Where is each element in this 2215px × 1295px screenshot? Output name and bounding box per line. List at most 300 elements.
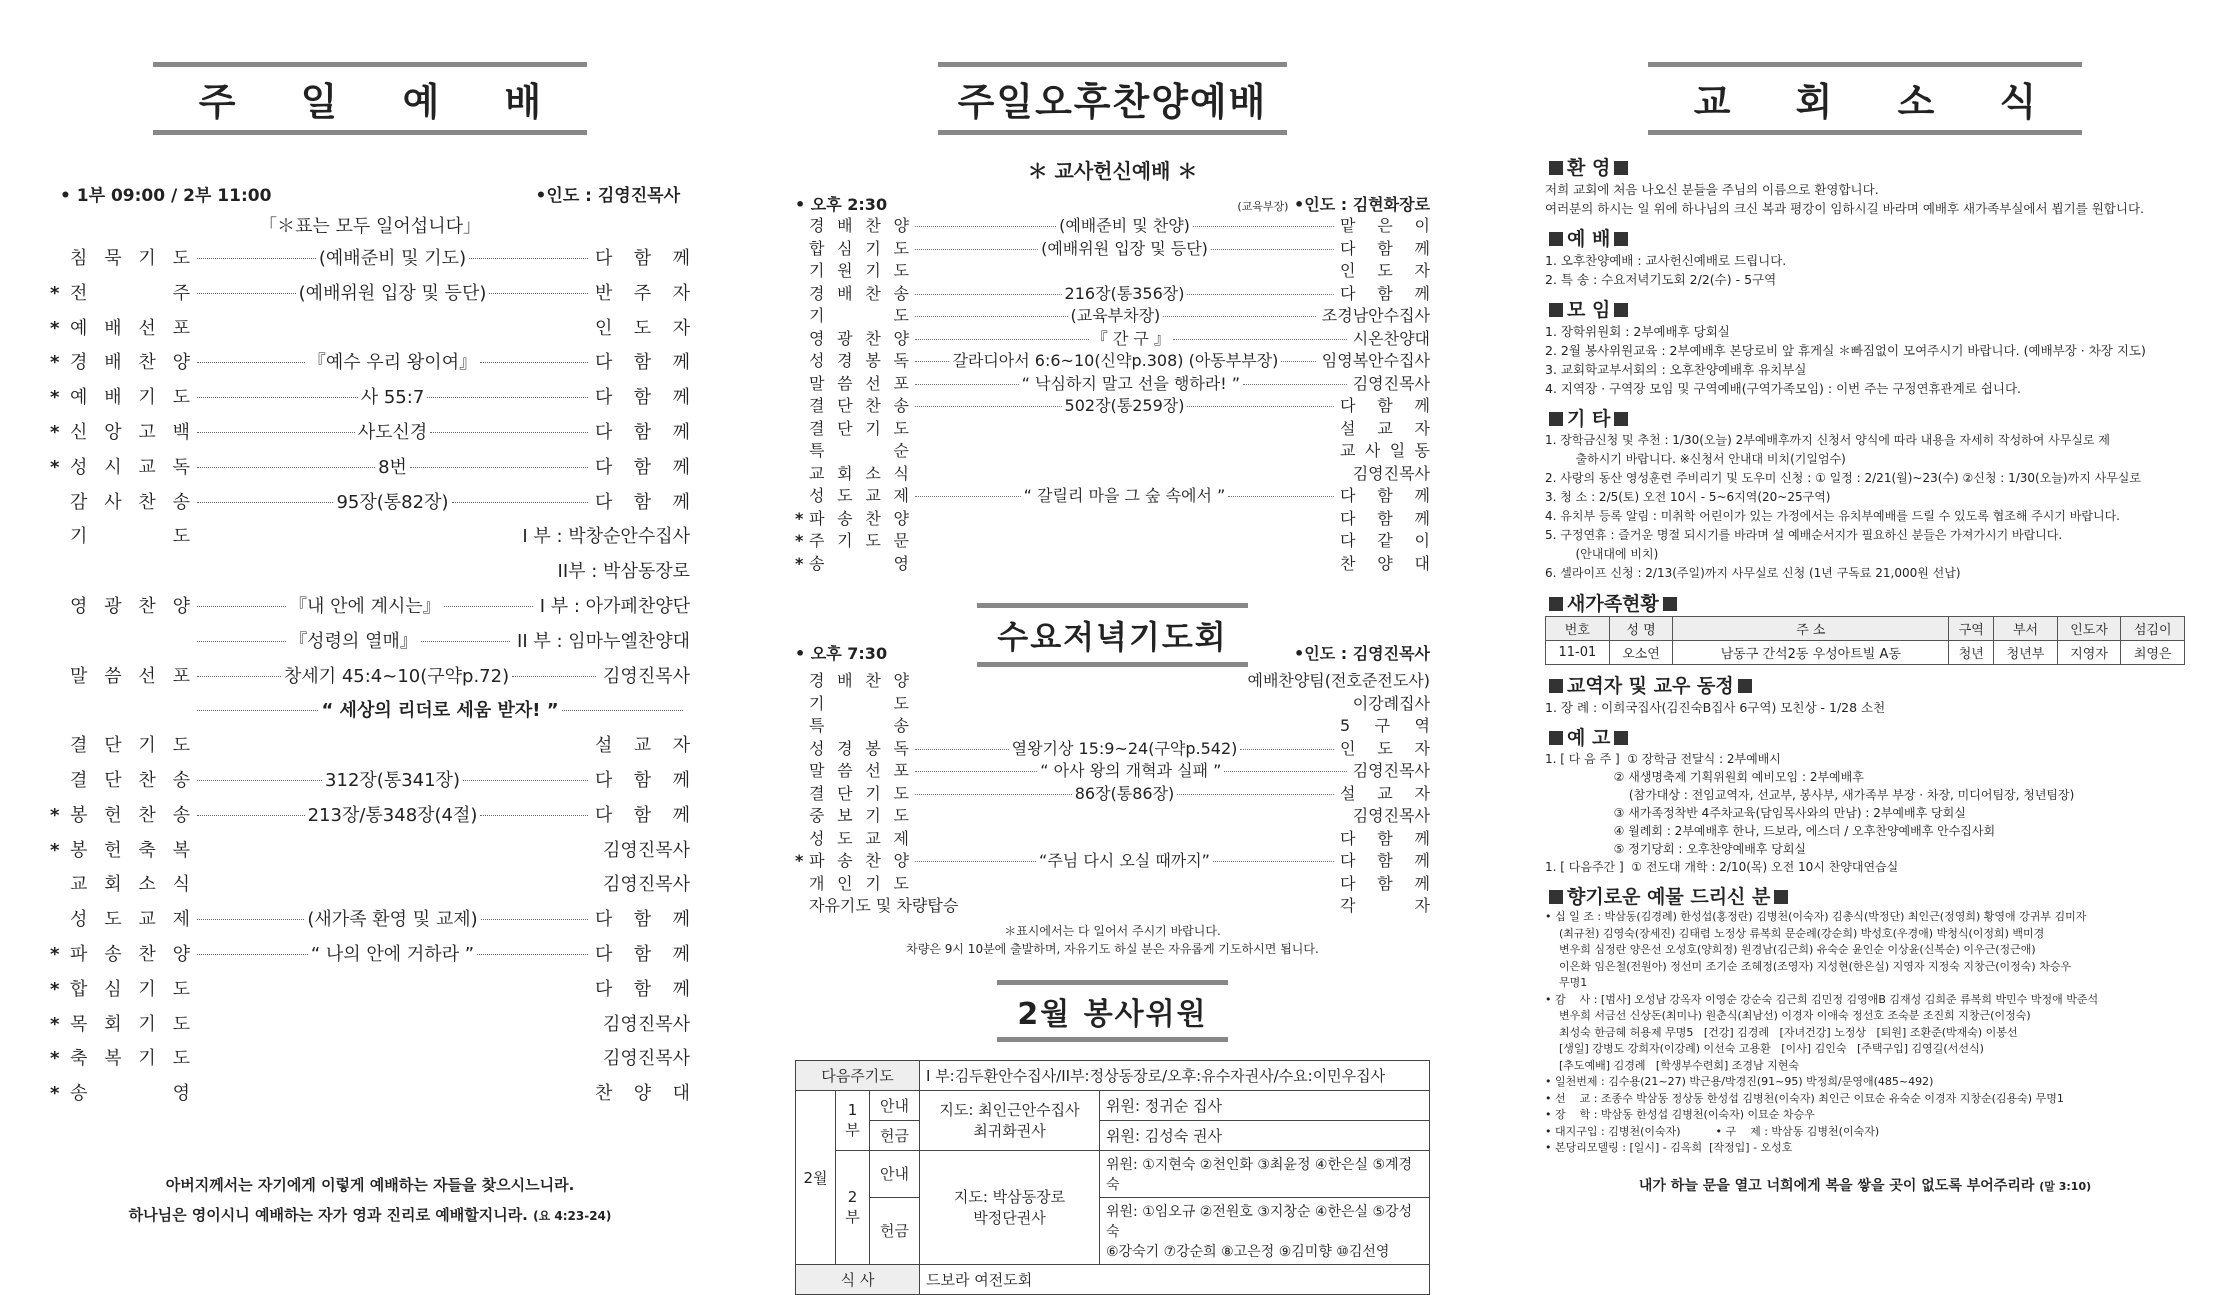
order-row	[50, 346, 690, 381]
order-item-presenter	[595, 973, 690, 1008]
name-char: 소	[138, 874, 156, 896]
order-item-name	[70, 242, 190, 277]
order-row	[795, 283, 1430, 306]
standing-notice: 「＊표는 모두 일어섭니다」	[259, 216, 481, 237]
name-char: 송	[893, 283, 909, 303]
presenter-char: 역	[1414, 716, 1430, 735]
presenter-text: 김영진목사	[603, 1013, 690, 1035]
name-char: 씀	[104, 665, 122, 687]
order-item-presenter	[1353, 693, 1430, 716]
stand-marker: *	[50, 1083, 60, 1105]
order-item-content	[912, 730, 1337, 731]
name-char: 예	[70, 317, 88, 339]
order-row	[50, 1042, 690, 1077]
presenter-char: 함	[633, 804, 652, 826]
name-char: 양	[893, 671, 909, 690]
order-row	[50, 1008, 690, 1043]
name-char: 경	[837, 738, 853, 758]
name-char: 성	[809, 486, 825, 505]
name-char: 찬	[865, 396, 881, 415]
order-item-presenter	[595, 451, 690, 486]
name-char: 주	[809, 531, 825, 550]
name-char: 도	[893, 873, 909, 893]
order-item-content	[194, 938, 591, 973]
name-char: 복	[172, 839, 190, 861]
order-item-name	[809, 328, 909, 351]
order-item-content	[912, 523, 1337, 524]
name-char: 도	[865, 531, 881, 550]
presenter-char: 함	[633, 248, 652, 269]
presenter-char: 자	[672, 735, 690, 757]
presenter-text: I 부 : 박창순안수집사	[522, 526, 690, 548]
preview-heading: 예 고	[1545, 723, 2185, 750]
order-item-presenter	[1340, 215, 1430, 238]
stand-marker: *	[50, 456, 60, 478]
presenter-char: 찬	[1340, 553, 1356, 573]
order-item-content	[194, 277, 591, 312]
order-item-name	[70, 346, 190, 381]
presenter-char: 께	[672, 769, 690, 791]
presenter-char: 인	[595, 317, 613, 339]
order-item-presenter	[603, 660, 690, 695]
presenter-char: 동	[1414, 441, 1430, 460]
name-char: 침	[70, 248, 88, 269]
fam-cell: 청년부	[1994, 641, 2058, 665]
name-char: 송	[809, 553, 825, 573]
content-text: “ 낙심하지 말고 선을 행하라! ”	[1021, 373, 1241, 393]
order-row	[795, 305, 1430, 328]
name-char: 기	[138, 978, 156, 1000]
guide-cell-2: 안내	[870, 1150, 920, 1197]
order-item-content	[194, 889, 599, 890]
order-row	[50, 486, 690, 521]
order-item-presenter	[595, 242, 690, 277]
order-item-presenter	[595, 799, 690, 834]
order-item-name	[70, 486, 190, 521]
order-row	[795, 738, 1430, 761]
presenter-char: 자	[1414, 896, 1430, 915]
order-item-presenter	[1340, 418, 1430, 441]
footer-ref: (요 4:23-24)	[533, 1208, 612, 1223]
name-char: 도	[893, 261, 909, 280]
name-char: 말	[809, 373, 825, 393]
presenter-text: II부 : 박삼동장로	[557, 561, 690, 583]
name-char: 경	[809, 216, 825, 235]
name-char: 양	[893, 328, 909, 348]
presenter-text: 김영진목사	[1352, 373, 1430, 393]
order-row	[795, 418, 1430, 441]
presenter-char: 께	[1414, 486, 1430, 505]
order-row	[795, 715, 1430, 738]
order-item-presenter	[603, 1042, 690, 1077]
presenter-char: 다	[595, 248, 613, 269]
name-char: 합	[70, 978, 88, 1000]
content-text: 86장(통86장)	[1074, 783, 1175, 803]
order-item-content	[194, 576, 554, 577]
name-char: 송	[104, 943, 122, 965]
name-char: 교	[865, 486, 881, 505]
name-char: 송	[837, 508, 853, 528]
sunday-order-list	[50, 242, 690, 1112]
order-item-content	[912, 215, 1337, 238]
presenter-text: 김영진목사	[603, 874, 690, 896]
order-item-content	[912, 478, 1350, 479]
fam-cell: 남동구 간석2동 우성아트빌 A동	[1673, 641, 1949, 665]
order-item-content	[194, 764, 591, 799]
presenter-char: 께	[672, 491, 690, 513]
order-item-presenter	[595, 277, 690, 312]
month-cell: 2월	[796, 1090, 836, 1264]
name-char: 도	[893, 418, 909, 438]
name-char: 헌	[104, 804, 122, 826]
order-item-presenter	[1340, 715, 1430, 738]
order-item-content	[194, 750, 591, 751]
name-char: 기	[138, 387, 156, 409]
name-char: 중	[809, 806, 825, 825]
name-char: 포	[172, 665, 190, 687]
name-char: 양	[172, 595, 190, 617]
name-char: 묵	[104, 248, 122, 269]
order-item-presenter	[1322, 350, 1430, 373]
order-item-presenter	[595, 729, 690, 764]
name-char: 봉	[865, 738, 881, 758]
wednesday-leader: •인도 : 김영진목사	[1294, 644, 1430, 663]
order-row	[795, 530, 1430, 553]
name-char: 찬	[138, 352, 156, 374]
content-text: 창세기 45:4~10(구약p.72)	[283, 665, 510, 687]
presenter-char: 다	[595, 421, 613, 443]
name-char: 봉	[70, 804, 88, 826]
order-item-content	[912, 433, 1337, 434]
content-text: 502장(통259장)	[1064, 396, 1185, 415]
name-char: 자유기도 및 차량탑승	[809, 896, 959, 915]
order-item-presenter	[595, 416, 690, 451]
footer-verse-1: 아버지께서는 자기에게 이렇게 예배하는 자들을 찾으시느니라.	[165, 1175, 575, 1194]
name-char: 경	[809, 283, 825, 303]
presenter-char: 함	[633, 456, 652, 478]
name-char: 광	[837, 328, 853, 348]
etc-text: 1. 장학금신청 및 추천 : 1/30(오늘) 2부예배후까지 신청서 양식에 따라 내용을 자세히 작성하여 사무실로 제 출하시기 바랍니다. ※신청서 안내대 비치(기일엄수) 2. 사랑의 동산 영성훈련 주비리기 및 도우미 신청 : ① 일정 : 2/21(월)~23(수) ②신청 : 1/30(오늘)까지 사무실로 3. 청 소 : 2/5(토) 오전 10시 - 5~6지역(20~25구역) 4. 유치부 등록 알림 : 미취학 어린이가 있는 가정에서는 유치부예배를 드릴 수 있도록 협조해 주시기 바랍니다. 5. 구정연휴 : 즐거운 명절 되시기를 바라며 설 예배순서지가 필요하신 분들은 가져가시기 바랍니다. (안내대에 비치) 6. 셀라이프 신청 : 2/13(주일)까지 사무실로 신청 (1년 구독료 21,000원 선납)	[1545, 433, 2141, 580]
order-item-presenter	[540, 590, 690, 625]
order-item-content	[912, 850, 1337, 873]
content-text: (예배위원 입장 및 등단)	[298, 282, 487, 304]
teacher-dedication-subtitle: ＊ 교사헌신예배 ＊	[1027, 159, 1198, 183]
presenter-char: 함	[633, 769, 652, 791]
fam-header-cell: 구역	[1949, 617, 1994, 641]
name-char: 기	[809, 306, 825, 325]
order-item-content	[194, 799, 591, 834]
order-item-content	[912, 238, 1337, 261]
leader-title: (교육부장)	[1237, 200, 1289, 213]
order-item-name	[809, 850, 909, 873]
name-char: 단	[837, 783, 853, 803]
worship-heading: 예 배	[1545, 224, 2185, 251]
name-char: 회	[104, 1013, 122, 1035]
order-item-presenter	[1340, 895, 1430, 918]
order-item-presenter	[595, 312, 690, 347]
name-char: 헌	[104, 839, 122, 861]
content-text: (예배준비 및 찬양)	[1059, 216, 1190, 235]
fam-header-cell: 주 소	[1673, 617, 1949, 641]
content-text: “주님 다시 오실 때까지”	[1039, 851, 1210, 870]
presenter-text: 예배찬양팀(전호준전도사)	[1247, 671, 1430, 690]
order-item-name	[70, 381, 190, 416]
name-char: 도	[837, 828, 853, 848]
order-row	[795, 350, 1430, 373]
name-char: 기	[809, 693, 825, 713]
afternoon-leader: •인도 : 김현화장로	[1294, 195, 1430, 214]
name-char: 찬	[138, 769, 156, 791]
name-char: 기	[865, 806, 881, 825]
name-char: 특	[809, 716, 825, 735]
order-item-content	[194, 1063, 599, 1064]
order-item-name	[809, 485, 909, 508]
presenter-char: 같	[1377, 531, 1393, 550]
order-row	[50, 625, 690, 660]
order-item-name	[809, 215, 909, 238]
presenter-char: 함	[1377, 238, 1393, 258]
presenter-text: 김영진목사	[1352, 761, 1430, 780]
content-text: 312장(통341장)	[325, 769, 460, 791]
name-char: 파	[70, 943, 88, 965]
order-item-presenter	[1353, 328, 1430, 351]
presenter-char: 주	[633, 282, 652, 304]
name-char: 단	[104, 735, 122, 757]
stand-marker: *	[50, 317, 60, 339]
order-item-name	[70, 799, 190, 834]
name-char: 인	[837, 873, 853, 893]
name-char: 원	[837, 261, 853, 280]
presenter-char: 함	[1377, 828, 1393, 848]
order-item-presenter	[1353, 760, 1430, 783]
order-item-presenter	[1340, 395, 1430, 418]
presenter-text: 김영진목사	[1352, 463, 1430, 483]
name-char: 교	[138, 909, 156, 931]
presenter-char: 다	[595, 387, 613, 409]
name-char: 개	[809, 873, 825, 893]
order-item-presenter	[1247, 670, 1430, 693]
order-row	[795, 873, 1430, 896]
name-char: 배	[837, 283, 853, 303]
name-char: 양	[172, 943, 190, 965]
order-item-content	[912, 485, 1337, 508]
wednesday-note-1: ＊표시에서는 다 일어서 주시기 바랍니다.	[1004, 923, 1221, 938]
presenter-text: 조경남안수집사	[1321, 306, 1430, 325]
presenter-text: 김영진목사	[603, 1048, 690, 1070]
presenter-char: 함	[633, 943, 652, 965]
presenter-char: 교	[1377, 783, 1393, 803]
stand-marker: *	[795, 531, 804, 550]
presenter-char: 께	[672, 909, 690, 931]
new-family-table	[1545, 616, 2185, 665]
offering-text: • 십 일 조 : 박삼동(김경례) 한성섭(홍정란) 김병천(이숙자) 김총식(박정단) 최인근(정영희) 황영애 강귀부 김미자 (최규천) 김영숙(장세진) 김태렴 노정상 류복희 문순례(강순희) 박성호(우경애) 박청식(이정희) 백미경 변우희 심정란 양은선 오성호(양희정) 원경남(김근희) 유숙순 윤인순 이상윤(신복순) 이우근(정근애) 이은화 임은철(전원아) 정선미 조기순 조혜정(조영자) 지성현(한은실) 지영자 지정숙 지창근(이정숙) 차승우 무명1 • 감 사 : [범사] 오성남 강옥자 이영순 강순숙 김근희 김민정 김영애B 김재성 김희준 류복희 박민수 박정애 박준석 변우희 서금선 신상돈(최미나) 원춘식(최남선) 이경자 이애숙 정선호 조숙분 조진희 지창근(이정숙) 최성숙 한금혜 허용제 무명5 [건강] 김경례 [자녀건강] 노정상 [퇴원] 조환준(박재숙) 이봉선 [생일] 강병도 강희자(이강례) 이선숙 고용환 [이사] 김인숙 [주택구입] 김영길(서선식) [추도예배] 김경례 [학생부수련회] 조경남 지현숙 • 일천번제 : 김수용(21~27) 박근용/박경진(91~95) 박정희/문영애(485~492) • 선 교 : 조종수 박삼동 정상동 한성섭 김병천(이숙자) 최인근 이묘순 유숙순 이경자 지창순(김용숙) 무명1 • 장 학 : 박삼동 한성섭 김병천(이숙자) 이묘순 차승우 • 대지구입 : 김병천(이숙자) • 구 제 : 박삼동 김병천(이숙자) • 본당리모델링 : [일시] - 김옥희 [작정입] - 오성호	[1545, 910, 2099, 1154]
news-footer-ref: (말 3:10)	[2039, 1179, 2092, 1193]
order-row	[795, 395, 1430, 418]
order-item-content	[194, 994, 591, 995]
afternoon-time: • 오후 2:30	[795, 195, 888, 214]
order-item-content	[912, 283, 1337, 306]
order-item-presenter	[522, 520, 690, 555]
order-item-presenter	[1353, 805, 1430, 828]
presenter-text: 이강례집사	[1352, 693, 1430, 713]
fam-cell: 최영은	[2121, 641, 2185, 665]
name-char: 도	[104, 909, 122, 931]
name-char: 도	[172, 248, 190, 269]
order-item-name	[809, 828, 909, 851]
presenter-char: 함	[1377, 283, 1393, 303]
name-char: 도	[172, 526, 190, 548]
name-char: 결	[70, 769, 88, 791]
stand-marker: *	[50, 421, 60, 443]
order-item-name	[809, 373, 909, 396]
presenter-text: II 부 : 임마누엘찬양대	[517, 630, 690, 652]
name-char: 광	[104, 595, 122, 617]
name-char: 배	[837, 216, 853, 235]
order-item-name	[809, 463, 909, 486]
name-char: 송	[893, 396, 909, 415]
presenter-char: 자	[672, 282, 690, 304]
announcement-heading: 교역자 및 교우 동정	[1545, 671, 2185, 698]
footer-verse-2: 하나님은 영이시니 예배하는 자가 영과 진리로 예배할지니라.	[128, 1205, 528, 1224]
name-char: 기	[70, 526, 88, 548]
presenter-char: 다	[595, 352, 613, 374]
stand-marker: *	[50, 282, 60, 304]
order-item-name	[70, 973, 190, 1008]
name-char: 배	[837, 671, 853, 690]
presenter-char: 께	[672, 248, 690, 269]
order-row	[795, 828, 1430, 851]
name-char: 식	[172, 874, 190, 896]
w2a-cell: 위원: ①지현숙 ②천인화 ③최윤정 ④한은실 ⑤계경숙	[1100, 1150, 1430, 1197]
order-item-name	[809, 805, 909, 828]
meeting-text: 1. 장학위원회 : 2부예배후 당회실 2. 2월 봉사위원교육 : 2부예배후 본당로비 앞 휴게실 ＊빠짐없이 모여주시기 바랍니다. (예배부장 · 차장 지도) 3. 교회학교부서회의 : 오후찬양예배후 유치부실 4. 지역장 · 구역장 모임 및 구역예배(구역가족모임) : 이번 주는 구정연휴관계로 쉽니다.	[1545, 324, 2146, 396]
order-row	[795, 783, 1430, 806]
presenter-char: 께	[672, 943, 690, 965]
name-char: 영	[172, 1083, 190, 1105]
content-text: (예배위원 입장 및 등단)	[1041, 238, 1208, 258]
name-char: 교	[809, 463, 825, 483]
order-item-content	[912, 568, 1337, 569]
name-char: 찬	[865, 851, 881, 870]
name-char: 포	[172, 317, 190, 339]
order-row	[50, 973, 690, 1008]
presenter-char: 함	[633, 352, 652, 374]
name-char: 경	[809, 671, 825, 690]
presenter-char: 함	[1377, 508, 1393, 528]
presenter-char: 함	[633, 421, 652, 443]
order-item-content	[912, 708, 1350, 709]
name-char: 송	[893, 716, 909, 735]
presenter-text: 시온찬양대	[1352, 328, 1430, 348]
next-prayer-label: 다음주기도	[796, 1060, 920, 1090]
presenter-char: 설	[1340, 418, 1356, 438]
order-item-content	[912, 783, 1337, 806]
name-char: 신	[70, 421, 88, 443]
order-item-name	[70, 868, 190, 903]
content-text: 열왕기상 15:9~24(구약p.542)	[1011, 738, 1238, 758]
presenter-char: 반	[595, 282, 613, 304]
order-item-name	[70, 590, 190, 625]
name-char: 회	[104, 874, 122, 896]
etc-heading: 기 타	[1545, 404, 2185, 431]
name-char: 독	[893, 738, 909, 758]
meeting-heading: 모 임	[1545, 295, 2185, 322]
presenter-char: 께	[1414, 508, 1430, 528]
presenter-text: 김영진목사	[1352, 806, 1430, 825]
name-char: 제	[893, 828, 909, 848]
service-leader: •인도 : 김영진목사	[535, 186, 680, 206]
order-item-name	[70, 660, 190, 695]
name-char: 단	[837, 418, 853, 438]
order-item-content	[194, 486, 591, 521]
name-char: 식	[893, 463, 909, 483]
service-committee-table	[795, 1060, 1430, 1295]
order-item-presenter	[595, 1077, 690, 1112]
presenter-char: 교	[1340, 441, 1356, 460]
name-char: 도	[893, 783, 909, 803]
presenter-char: 다	[1340, 396, 1356, 415]
content-text: 216장(통356장)	[1064, 283, 1185, 303]
order-item-content	[194, 451, 591, 486]
order-item-content	[194, 590, 536, 625]
order-row	[50, 520, 690, 555]
order-item-presenter	[1340, 553, 1430, 576]
name-char: 문	[893, 531, 909, 550]
stand-marker: *	[50, 1013, 60, 1035]
order-item-name	[809, 553, 909, 576]
name-char: 기	[138, 1048, 156, 1070]
order-row	[50, 555, 690, 590]
presenter-char: 께	[1414, 396, 1430, 415]
order-item-name	[809, 693, 909, 716]
name-char: 기	[809, 261, 825, 280]
order-item-presenter	[1340, 738, 1430, 761]
order-item-name	[809, 238, 909, 261]
order-item-name	[809, 760, 909, 783]
content-text: 8번	[378, 456, 407, 478]
presenter-char: 께	[672, 421, 690, 443]
order-item-presenter	[595, 346, 690, 381]
presenter-char: 께	[1414, 828, 1430, 848]
order-item-name	[809, 783, 909, 806]
presenter-char: 자	[1414, 738, 1430, 758]
order-item-presenter	[603, 868, 690, 903]
order-item-presenter	[517, 625, 690, 660]
order-row	[795, 670, 1430, 693]
presenter-char: 다	[595, 909, 613, 931]
order-item-content	[912, 350, 1319, 373]
presenter-char: 자	[1414, 418, 1430, 438]
order-item-name	[809, 670, 909, 693]
order-row	[50, 799, 690, 834]
order-item-presenter	[1322, 305, 1430, 328]
order-item-name	[809, 895, 958, 918]
order-row	[50, 277, 690, 312]
order-item-content	[912, 545, 1337, 546]
stand-marker: *	[50, 839, 60, 861]
name-char: 도	[172, 735, 190, 757]
name-char: 시	[104, 456, 122, 478]
presenter-char: 이	[1414, 531, 1430, 550]
presenter-char: 께	[672, 804, 690, 826]
order-item-name	[70, 903, 190, 938]
stand-marker: *	[50, 352, 60, 374]
fam-cell: 청년	[1949, 641, 1994, 665]
name-char: 성	[70, 909, 88, 931]
name-char: 찬	[138, 595, 156, 617]
fam-header-cell: 번호	[1546, 617, 1610, 641]
order-item-name	[809, 350, 909, 373]
